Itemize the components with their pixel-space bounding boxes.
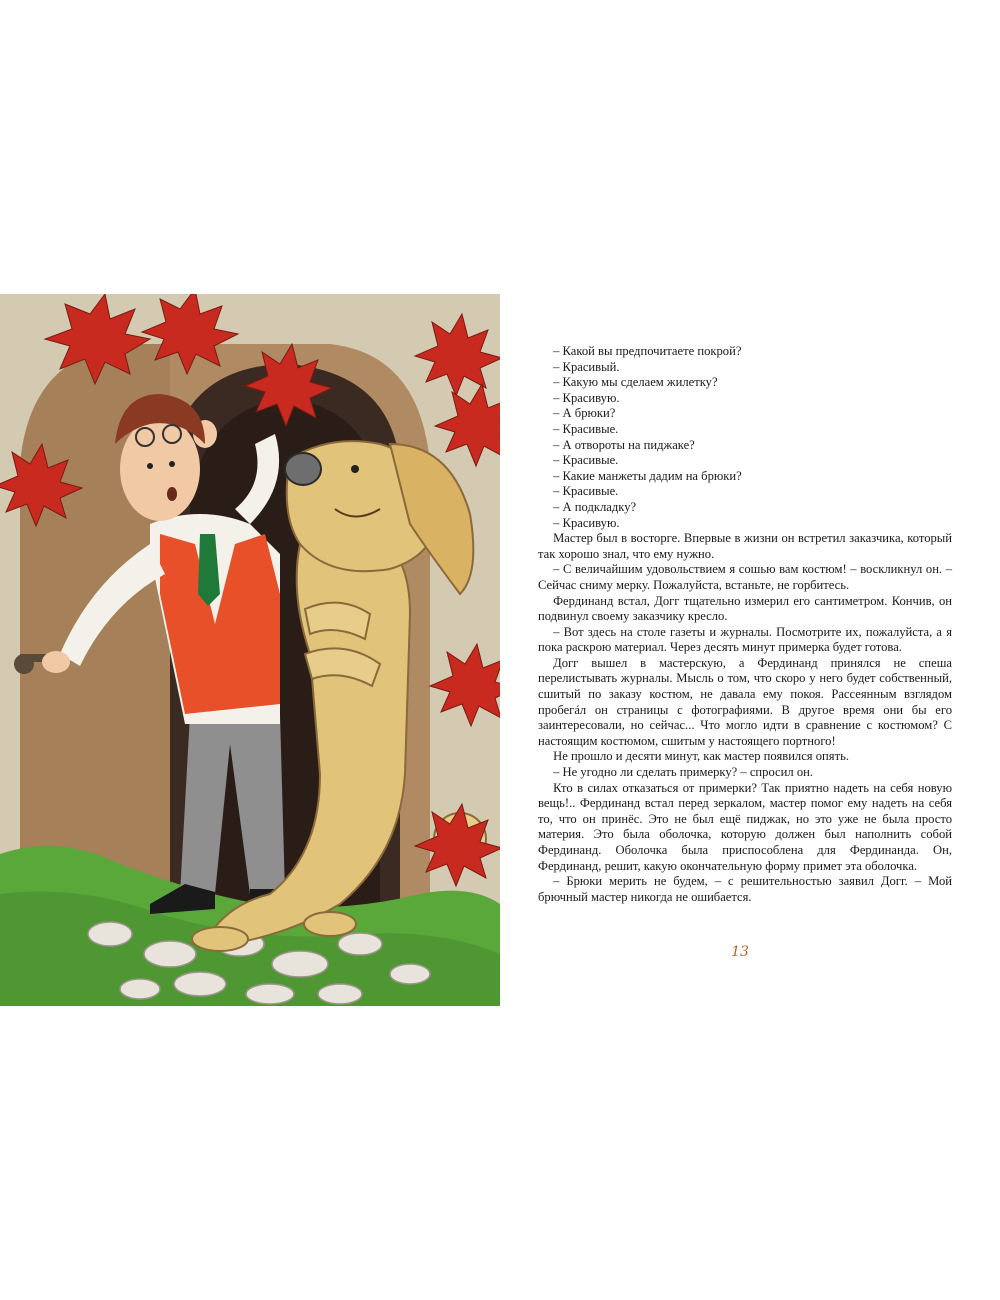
paragraph: – А подкладку? xyxy=(553,499,637,514)
paragraph: – А отвороты на пиджаке? xyxy=(553,437,695,452)
paragraph: – Красивые. xyxy=(553,484,619,499)
paragraph: – Не угодно ли сделать примерку? – спросил он. xyxy=(553,765,814,780)
paragraph: – Какой вы предпочитаете покрой? xyxy=(553,344,742,358)
paragraph: – Брюки мерить не будем, – с решительностью заявил Догг. – Мой брючный мастер никогда не ошибается. xyxy=(538,874,952,904)
paragraph: Догг вышел в мастерскую, а Фердинанд принялся не спеша перелистывать журналы. Мысль о том, что скоро у него будет собственный, сшитый по заказу костюм, не давала ему покоя. Рассеянным взглядом пробегáл он страницы с фотографиями. В другое время они бы его заинтересовали, но сейчас... Что могло идти в сравнение с костюмом? С настоящим костюмом, сшитым у настоящего портного! xyxy=(538,655,952,748)
paragraph: Мастер был в восторге. Впервые в жизни он встретил заказчика, который так хорошо знал, что ему нужно. xyxy=(538,531,952,561)
paragraph: – Какие манжеты дадим на брюки? xyxy=(553,468,742,483)
paragraph: – Красивую. xyxy=(553,390,620,405)
paragraph: – Вот здесь на столе газеты и журналы. Посмотрите их, пожалуйста, а я пока раскрою материал. Через десять минут примерка будет готова. xyxy=(538,624,952,655)
paragraph: – Красивый. xyxy=(553,359,620,374)
paragraph: – Красивые. xyxy=(553,453,619,468)
paragraph: Фердинанд встал, Догг тщательно измерил его сантиметром. Кончив, он подвинул своему заказчику кресло. xyxy=(538,593,952,624)
illustration xyxy=(0,294,500,1006)
tailor-and-dog-illustration xyxy=(0,294,500,1006)
paragraph: – Какую мы сделаем жилетку? xyxy=(553,375,718,390)
page-number: 13 xyxy=(731,944,749,960)
paragraph: – Красивые. xyxy=(553,421,619,436)
text-column xyxy=(538,344,952,905)
paragraph: – Красивую. xyxy=(553,515,620,530)
paragraph: – С величайшим удовольствием я сошью вам костюм! – воскликнул он. – Сейчас сниму мерку. Пожалуйста, встаньте, не горбитесь. xyxy=(538,562,952,592)
paragraph: Кто в силах отказаться от примерки? Так приятно надеть на себя новую вещь!.. Фердинанд встал перед зеркалом, мастер помог ему надеть на себя то, что он принёс. Это не был ещё пиджак, но это уже не была просто материя. Это была оболочка, которую должен был наполнить собой Фердинанд. Оболочка была приспособлена для Фердинанда. Он, Фердинанд, решит, какую окончательную форму примет эта оболочка. xyxy=(538,780,952,873)
paragraph: Не прошло и десяти минут, как мастер появился опять. xyxy=(553,749,849,764)
paragraph: – А брюки? xyxy=(553,406,616,421)
